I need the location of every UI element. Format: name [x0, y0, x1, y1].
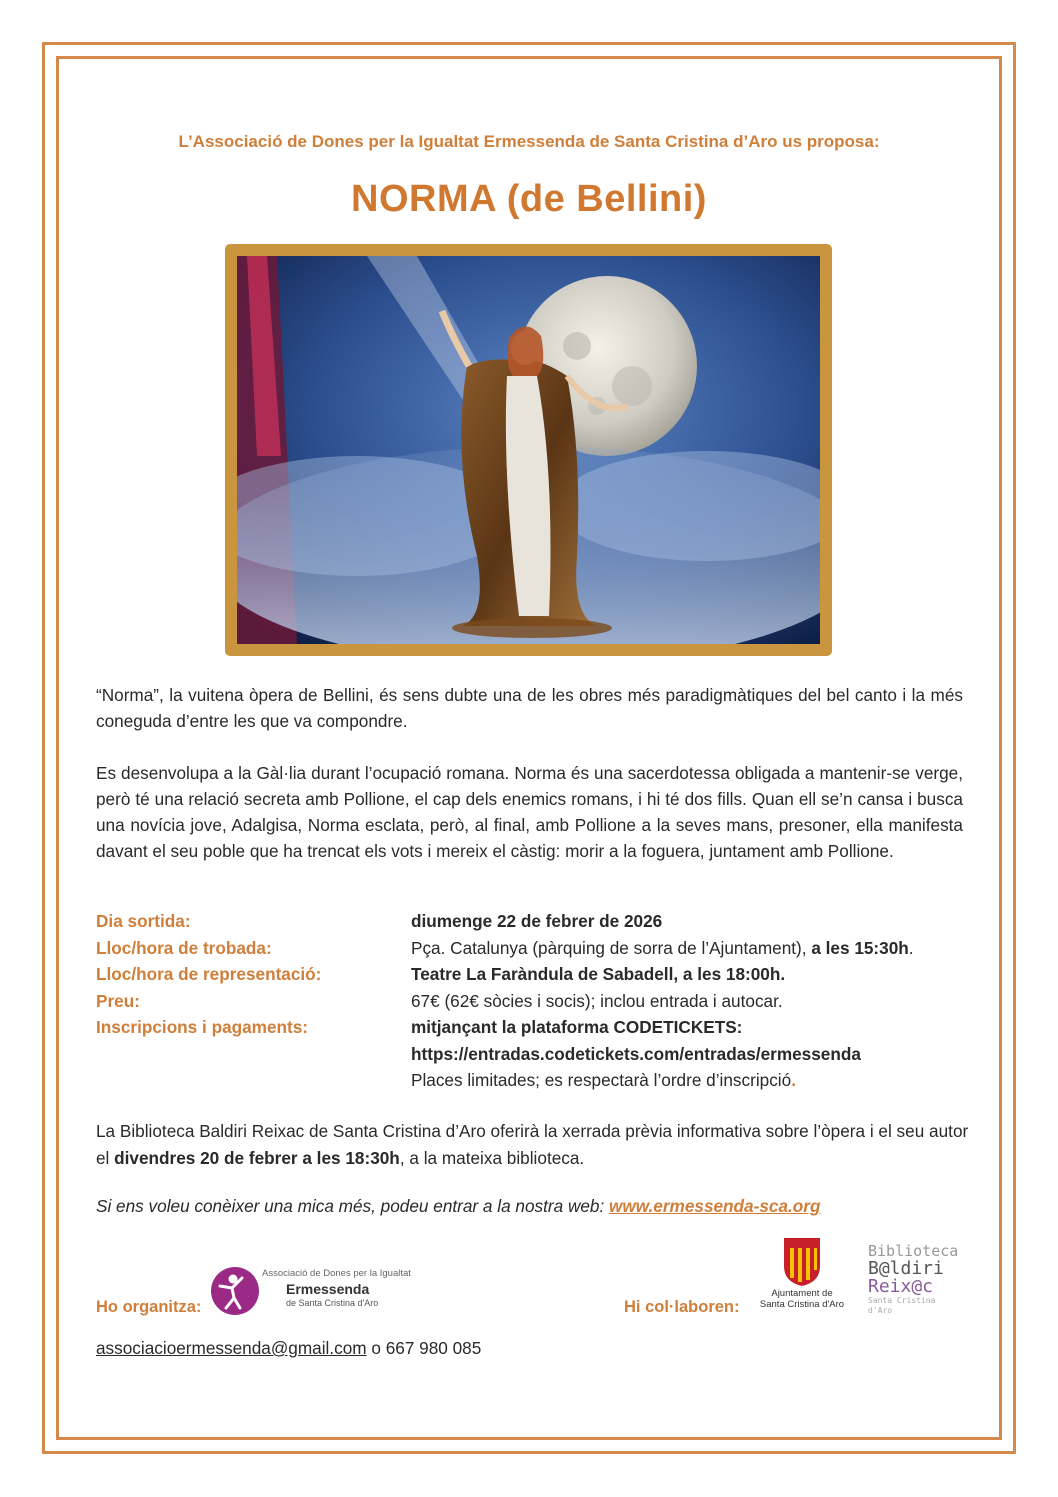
shield-crest-icon: [746, 1236, 858, 1288]
ermessenda-logo: [210, 1262, 420, 1320]
photo-frame: [225, 244, 832, 656]
opera-photo: [237, 256, 820, 644]
row-url: [96, 1041, 996, 1068]
paragraph-plot: Es desenvolupa a la Gàl·lia durant l’ocupació romana. Norma és una sacerdotessa obligada a mantenir-se verge, però té una relació secreta amb Pollione, el cap dels enemics romans, i hi té dos fills. Quan ell se’n cansa i busca una novícia jove, Adalgisa, Norma esclata, però, al final, amb Pollione a la seves mans, presoner, ella manifesta davant el seu poble que ha trencat els vots i mereix el càstig: morir a la foguera, juntament amb Pollione.: [96, 763, 963, 861]
trobada-value: Pça. Catalunya (pàrquing de sorra de l’Ajuntament),: [411, 937, 812, 958]
ajuntament-line2: Santa Cristina d'Aro: [759, 1299, 845, 1310]
row-preu: [96, 988, 996, 1015]
phone-separator: o: [366, 1338, 386, 1358]
dancing-figure-icon: [210, 1266, 260, 1316]
email-link[interactable]: associacioermessenda@gmail.com: [96, 1338, 367, 1358]
trobada-label: Lloc/hora de trobada:: [96, 937, 272, 958]
row-inscripcions: [96, 1014, 996, 1041]
ajuntament-line1: Ajuntament de: [771, 1288, 833, 1299]
trobada-value-wrap: [411, 935, 996, 962]
biblio-line3: Reix@c: [868, 1276, 934, 1297]
trobada-end: .: [908, 937, 914, 958]
inscr-note: Places limitades; es respectarà l’ordre d’inscripció: [411, 1070, 792, 1090]
contact-line: [96, 1338, 481, 1359]
collaboren-label: Hi col·laboren:: [624, 1298, 740, 1316]
inscr-note-wrap: [411, 1067, 996, 1094]
repr-value: Teatre La Faràndula de Sabadell, a les 18:00h.: [411, 964, 786, 984]
trobada-time: a les 15:30h: [811, 937, 909, 958]
talk-after: , a la mateixa biblioteca.: [399, 1147, 585, 1168]
ajuntament-logo: [746, 1236, 858, 1320]
page-title: NORMA (de Bellini): [351, 178, 707, 220]
dia-value: diumenge 22 de febrer de 2026: [411, 911, 663, 931]
website-link[interactable]: www.ermessenda-sca.org: [609, 1196, 821, 1216]
biblioteca-logo: [868, 1242, 964, 1314]
inscr-label: Inscripcions i pagaments:: [96, 1017, 309, 1037]
paragraph-web: [96, 1196, 986, 1217]
dia-label: Dia sortida:: [96, 911, 191, 931]
biblio-line2: B@ldiri: [868, 1258, 944, 1279]
inscr-note-end: .: [791, 1070, 796, 1090]
biblio-line1: Biblioteca: [868, 1242, 959, 1260]
org-logo-place: de Santa Cristina d'Aro: [286, 1298, 379, 1308]
web-text: Si ens voleu conèixer una mica més, podeu entrar a la nostra web:: [96, 1196, 610, 1216]
event-details: [96, 908, 996, 1094]
row-dia: [96, 908, 996, 935]
biblio-line4: Santa Cristina d'Aro: [868, 1296, 936, 1315]
org-logo-small: Associació de Dones per la Igualtat: [262, 1268, 411, 1279]
paragraph-intro: “Norma”, la vuitena òpera de Bellini, és sens dubte una de les obres més paradigmàtiques del bel canto i la més coneguda d’entre les que va compondre.: [96, 685, 963, 731]
talk-date: divendres 20 de febrer a les 18:30h: [114, 1147, 400, 1168]
preu-value: 67€ (62€ sòcies i socis); inclou entrada i autocar.: [411, 990, 783, 1011]
org-logo-name: Ermessenda: [286, 1281, 370, 1297]
row-note: [96, 1067, 996, 1094]
row-representacio: [96, 961, 996, 988]
intro-line: L’Associació de Dones per la Igualtat Ermessenda de Santa Cristina d’Aro us proposa:: [178, 132, 880, 151]
tickets-link[interactable]: https://entradas.codetickets.com/entradas/ermessenda: [411, 1043, 861, 1064]
phone-number: 667 980 085: [385, 1338, 482, 1358]
talk-before: La Biblioteca Baldiri Reixac de Santa Cristina d’Aro oferirà la xerrada prèvia informativa sobre l’òpera i el seu autor el: [96, 1121, 969, 1168]
inscr-value: mitjançant la plataforma CODETICKETS:: [411, 1017, 743, 1037]
paragraph-talk: [96, 1118, 986, 1171]
row-trobada: [96, 935, 996, 962]
preu-label: Preu:: [96, 990, 140, 1011]
organiza-label: Ho organitza:: [96, 1298, 202, 1316]
repr-label: Lloc/hora de representació:: [96, 964, 322, 984]
